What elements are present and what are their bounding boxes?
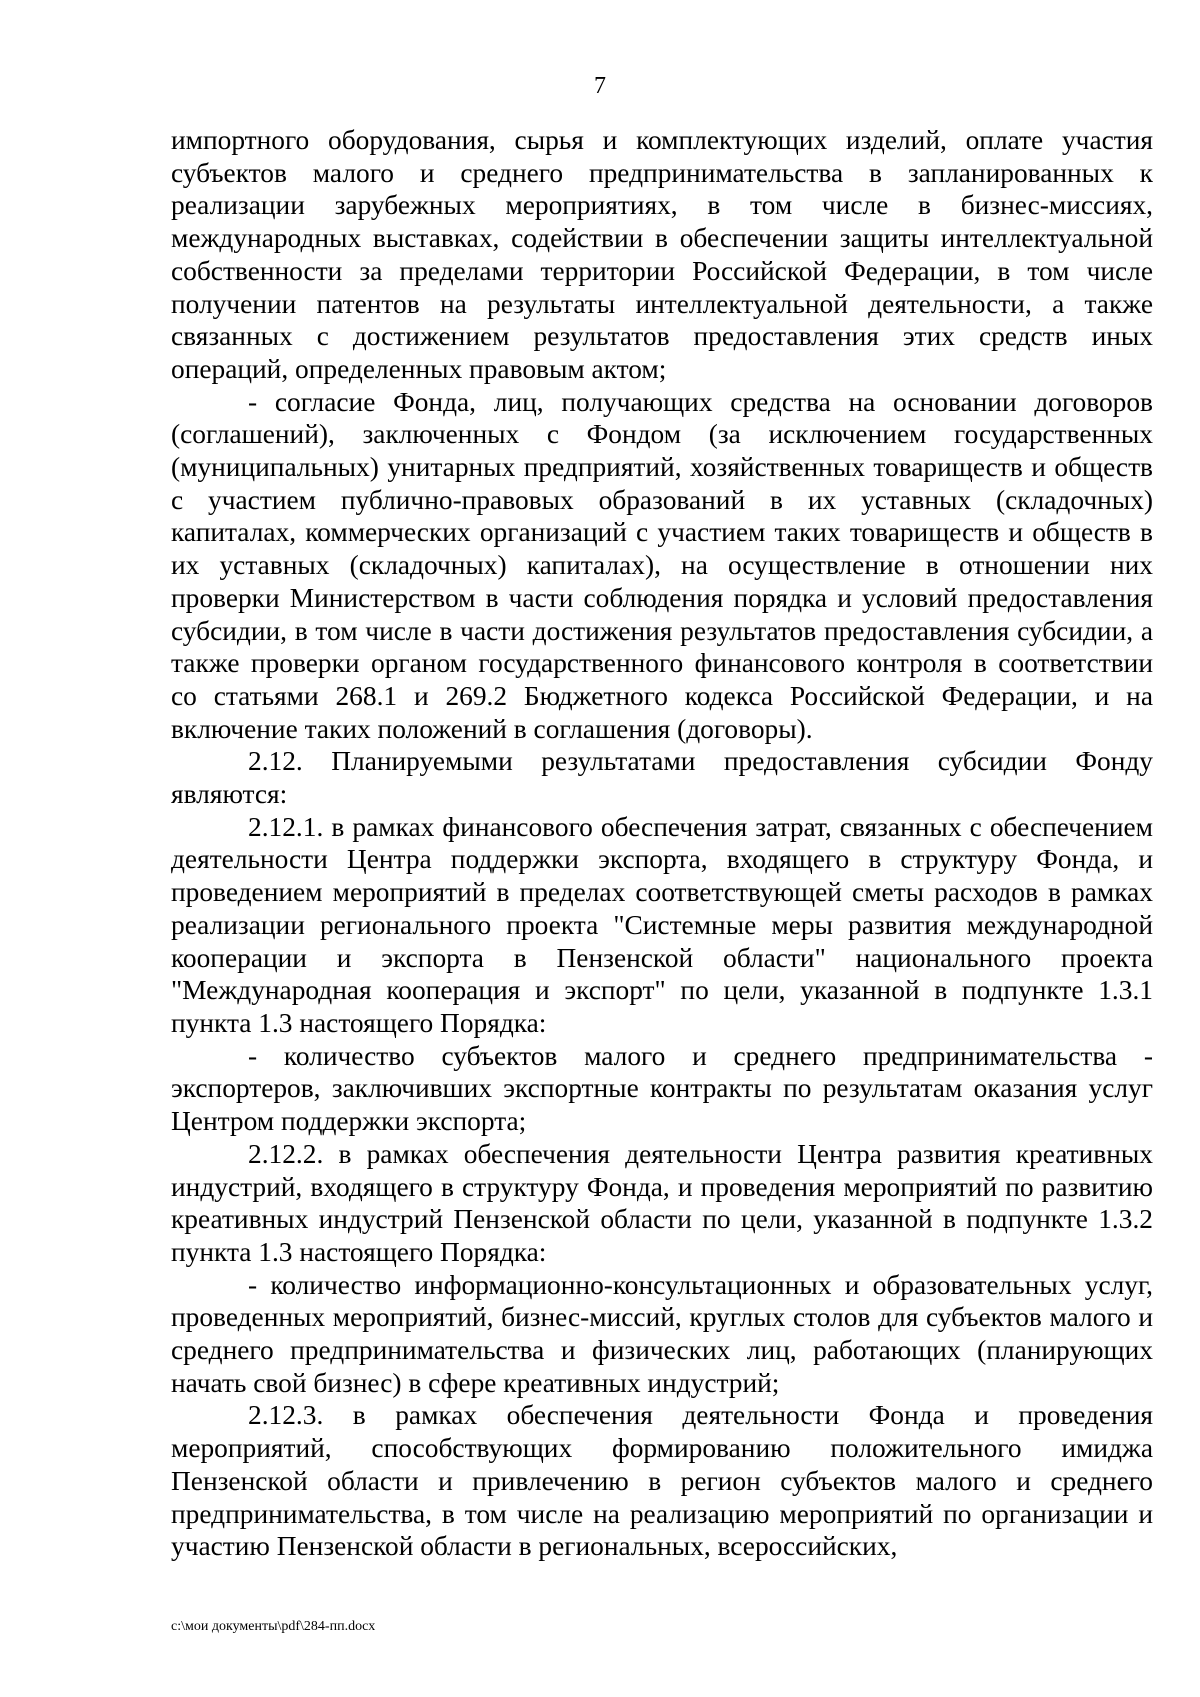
- paragraph-5: - количество субъектов малого и среднего предпринимательства - экспортеров, заключивших экспортные контракты по результатам оказания услуг Центром поддержки экспорта;: [171, 1040, 1153, 1137]
- paragraph-7: - количество информационно-консультационных и образовательных услуг, проведенных мероприятий, бизнес-миссий, круглых столов для субъектов малого и среднего предпринимательства и физических лиц, работающих (планирующих начать свой бизнес) в сфере креативных индустрий;: [171, 1269, 1153, 1398]
- paragraph-3: 2.12. Планируемыми результатами предоставления субсидии Фонду являются:: [171, 746, 1153, 810]
- document-body: [171, 124, 1153, 1563]
- paragraph-6: 2.12.2. в рамках обеспечения деятельности Центра развития креативных индустрий, входящего в структуру Фонда, и проведения мероприятий по развитию креативных индустрий Пензенской области по цели, указанной в подпункте 1.3.2 пункта 1.3 настоящего Порядка:: [171, 1138, 1153, 1267]
- footer-file-path: c:\мои документы\pdf\284-пп.docx: [171, 1619, 376, 1634]
- paragraph-8: 2.12.3. в рамках обеспечения деятельности Фонда и проведения мероприятий, способствующих формированию положительного имиджа Пензенской области и привлечению в регион субъектов малого и среднего предпринимательства, в том числе на реализацию мероприятий по организации и участию Пензенской области в региональных, всероссийских,: [171, 1400, 1153, 1562]
- paragraph-4: 2.12.1. в рамках финансового обеспечения затрат, связанных с обеспечением деятельности Центра поддержки экспорта, входящего в структуру Фонда, и проведением мероприятий в пределах соответствующей сметы расходов в рамках реализации регионального проекта "Системные меры развития международной кооперации и экспорта в Пензенской области" национального проекта "Международная кооперация и экспорт" по цели, указанной в подпункте 1.3.1 пункта 1.3 настоящего Порядка:: [171, 811, 1153, 1038]
- paragraph-2: - согласие Фонда, лиц, получающих средства на основании договоров (соглашений), заключенных с Фондом (за исключением государственных (муниципальных) унитарных предприятий, хозяйственных товариществ и обществ с участием публично-правовых образований в их уставных (складочных) капиталах, коммерческих организаций с участием таких товариществ и обществ в их уставных (складочных) капиталах), на осуществление в отношении них проверки Министерством в части соблюдения порядка и условий предоставления субсидии, в том числе в части достижения результатов предоставления субсидии, а также проверки органом государственного финансового контроля в соответствии со статьями 268.1 и 269.2 Бюджетного кодекса Российской Федерации, и на включение таких положений в соглашения (договоры).: [171, 386, 1153, 744]
- paragraph-1: импортного оборудования, сырья и комплектующих изделий, оплате участия субъектов малого и среднего предпринимательства в запланированных к реализации зарубежных мероприятиях, в том числе в бизнес-миссиях, международных выставках, содействии в обеспечении защиты интеллектуальной собственности за пределами территории Российской Федерации, в том числе получении патентов на результаты интеллектуальной деятельности, а также связанных с достижением результатов предоставления этих средств иных операций, определенных правовым актом;: [171, 125, 1153, 384]
- page-number: 7: [594, 73, 606, 99]
